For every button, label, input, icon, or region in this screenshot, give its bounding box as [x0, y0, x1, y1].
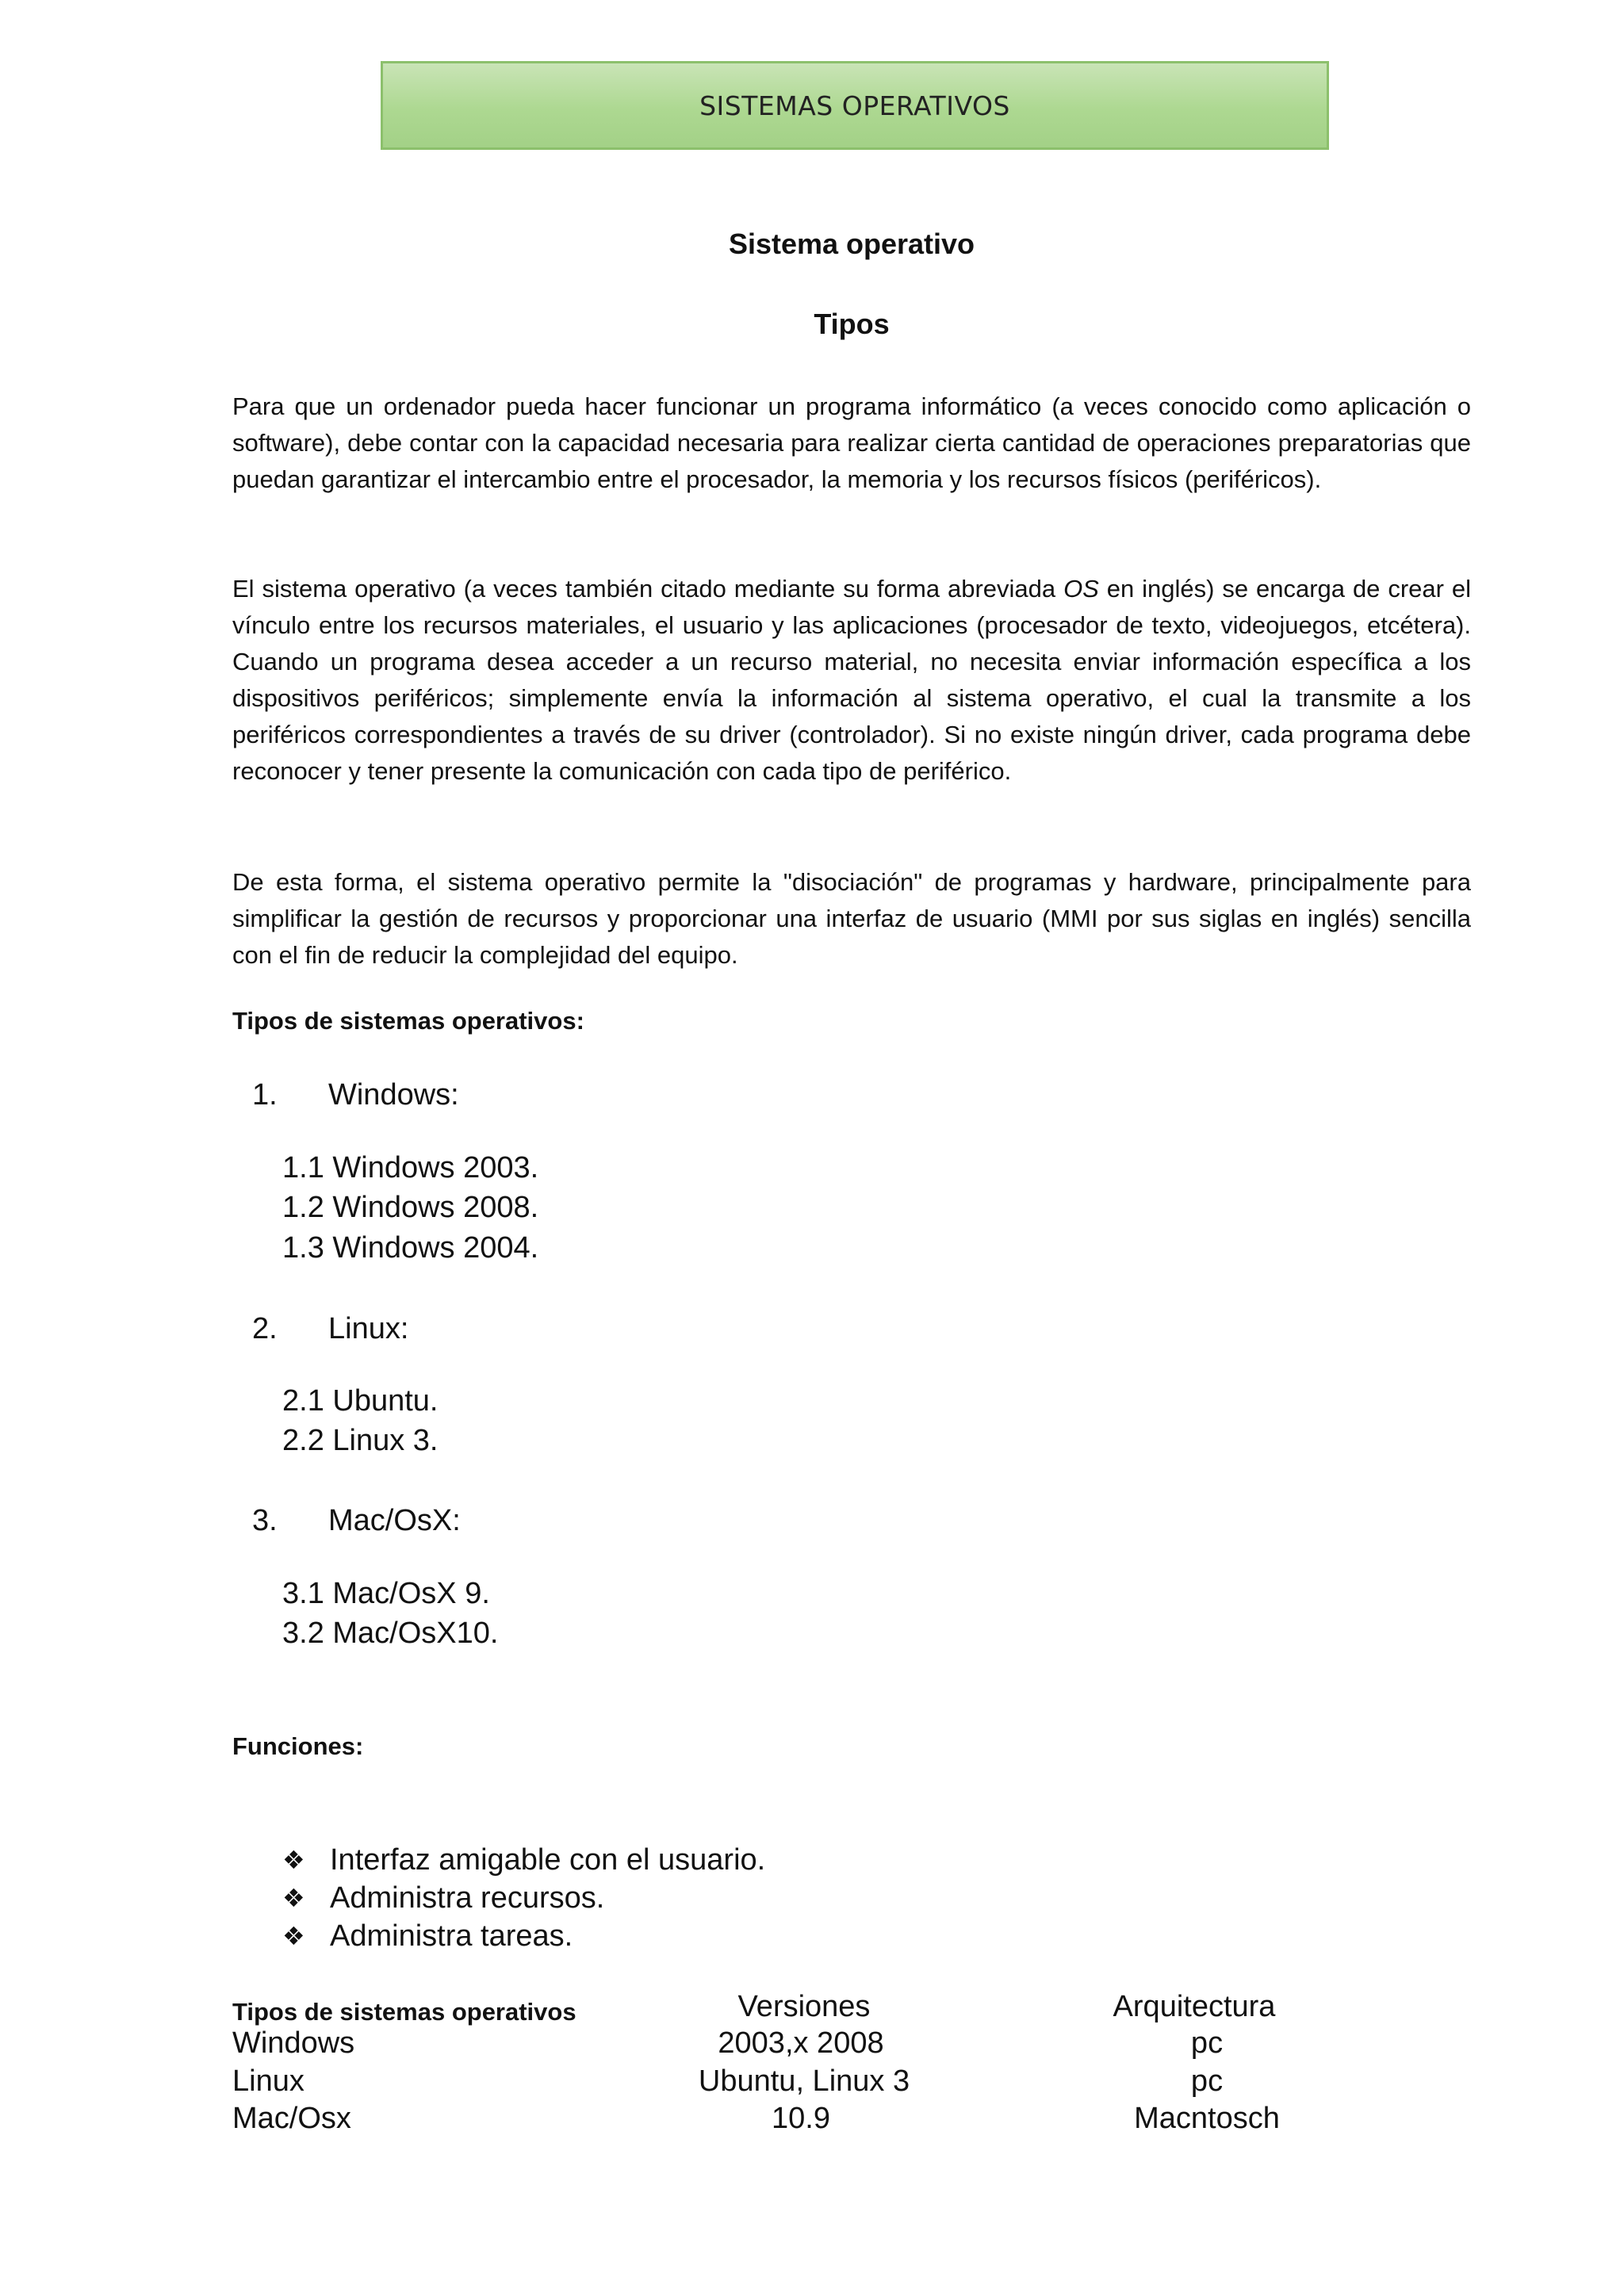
- table-cell-version: 10.9: [772, 2102, 830, 2135]
- header-title: SISTEMAS OPERATIVOS: [699, 90, 1010, 121]
- list-label: Mac/OsX:: [328, 1504, 461, 1537]
- sub-item: 1.2 Windows 2008.: [282, 1191, 539, 1224]
- table-cell-os: Linux: [232, 2064, 304, 2098]
- sub-item: 2.1 Ubuntu.: [282, 1384, 439, 1418]
- diamond-bullet-icon: ❖: [282, 1846, 305, 1874]
- table-cell-arch: pc: [1190, 2026, 1224, 2060]
- list-item-windows: [252, 1078, 459, 1112]
- table-cell-version: 2003,x 2008: [718, 2026, 884, 2060]
- functions-heading: Funciones:: [232, 1732, 364, 1760]
- table-cell-os: Windows: [232, 2026, 355, 2060]
- table-cell-os: Mac/Osx: [232, 2102, 351, 2135]
- list-item: ❖ Administra tareas.: [282, 1917, 765, 1955]
- list-label: Linux:: [328, 1312, 409, 1345]
- diamond-bullet-icon: ❖: [282, 1922, 305, 1950]
- list-item: ❖ Interfaz amigable con el usuario.: [282, 1841, 765, 1879]
- table-header-versions: Versiones: [737, 1990, 871, 2023]
- list-item: ❖ Administra recursos.: [282, 1879, 765, 1917]
- table-cell-arch: Macntosch: [1134, 2102, 1280, 2135]
- paragraph-intro: Para que un ordenador pueda hacer funcionar un programa informático (a veces conocido como aplicación o software), debe contar con la capacidad necesaria para realizar cierta cantidad de operaciones preparatorias que puedan garantizar el intercambio entre el procesador, la memoria y los recursos físicos (periféricos).: [232, 392, 1471, 493]
- paragraph-os-text-before: El sistema operativo (a veces también citado mediante su forma abreviada: [232, 575, 1064, 603]
- list-number: 3.: [252, 1504, 278, 1537]
- list-number: 2.: [252, 1312, 278, 1345]
- table-header-types: Tipos de sistemas operativos: [232, 1998, 576, 2026]
- paragraph-os-definition: [232, 571, 1471, 790]
- list-number: 1.: [252, 1078, 278, 1112]
- list-label: Windows:: [328, 1078, 459, 1112]
- sub-item: 3.2 Mac/OsX10.: [282, 1617, 499, 1650]
- list-item-macosx: [252, 1504, 461, 1538]
- sub-item: 1.3 Windows 2004.: [282, 1231, 539, 1265]
- paragraph-dissociation: De esta forma, el sistema operativo permite la "disociación" de programas y hardware, principalmente para simplificar la gestión de recursos y proporcionar una interfaz de usuario (MMI por sus siglas en inglés) sencilla con el fin de reducir la complejidad del equipo.: [232, 868, 1471, 969]
- types-heading: Tipos de sistemas operativos:: [232, 1007, 584, 1035]
- table-header-architecture: Arquitectura: [1113, 1990, 1276, 2023]
- sub-item: 1.1 Windows 2003.: [282, 1151, 539, 1184]
- page-subtitle: Tipos: [814, 308, 890, 340]
- document-header: [381, 61, 1329, 150]
- list-item-linux: [252, 1312, 408, 1346]
- sub-item: 3.1 Mac/OsX 9.: [282, 1577, 490, 1610]
- os-abbreviation: OS: [1063, 575, 1099, 603]
- table-cell-version: Ubuntu, Linux 3: [698, 2064, 910, 2098]
- table-cell-arch: pc: [1190, 2064, 1224, 2098]
- diamond-bullet-icon: ❖: [282, 1884, 305, 1912]
- functions-list: [282, 1841, 765, 1955]
- page-title: Sistema operativo: [728, 228, 975, 260]
- sub-item: 2.2 Linux 3.: [282, 1424, 439, 1457]
- paragraph-os-text-after: en inglés) se encarga de crear el vínculo entre los recursos materiales, el usuario y las aplicaciones (procesador de texto, videojuegos, etcétera). Cuando un programa desea acceder a un recurso material, no necesita enviar información específica a los dispositivos periféricos; simplemente envía la información al sistema operativo, el cual la transmite a los periféricos correspondientes a través de su driver (controlador). Si no existe ningún driver, cada programa debe reconocer y tener presente la comunicación con cada tipo de periférico.: [232, 575, 1471, 785]
